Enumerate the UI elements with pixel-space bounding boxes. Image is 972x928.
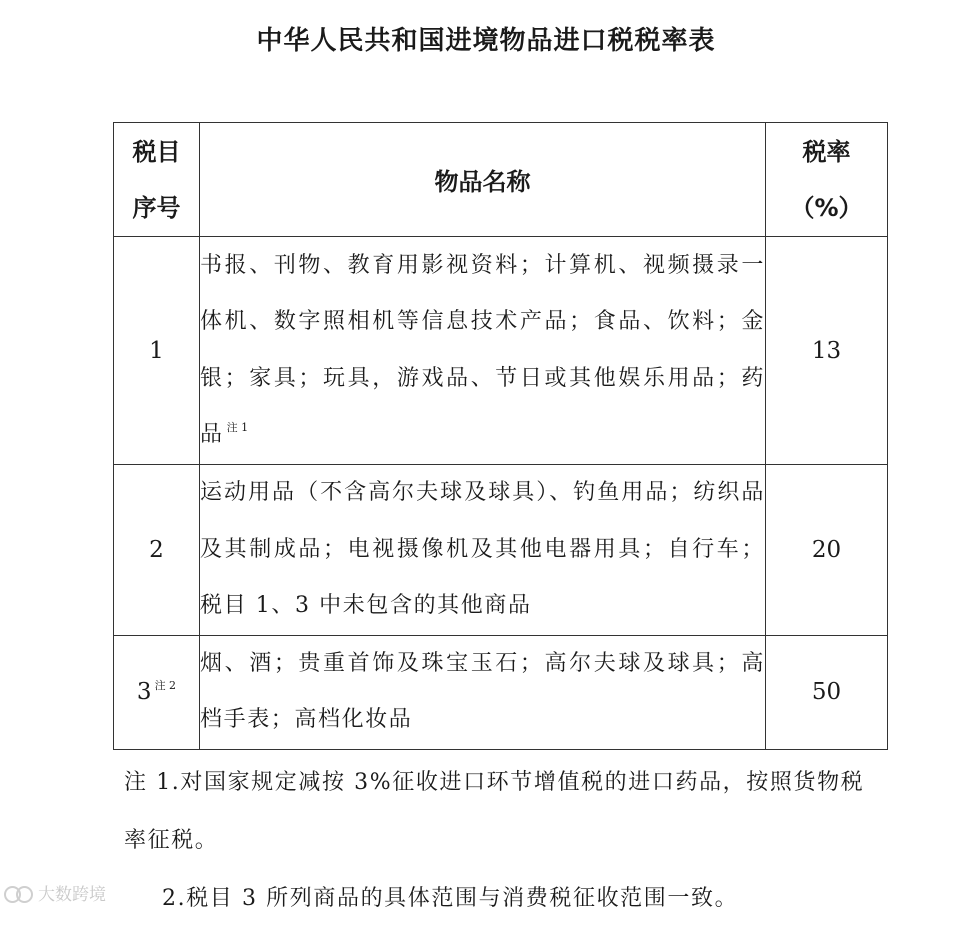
table-row: [114, 635, 888, 749]
footnote-marker: 注 2: [154, 679, 177, 693]
page-title: 中华人民共和国进境物品进口税税率表: [256, 26, 716, 56]
item-name-cell: 烟、酒；贵重首饰及珠宝玉石；高尔夫球及球具；高档手表；高档化妆品: [200, 635, 766, 749]
item-number-cell: 1: [114, 237, 200, 465]
header-item-number: 税目 序号: [114, 123, 200, 237]
item-number-cell: 3 $^{注 2}$: [114, 635, 200, 749]
footnote-marker: 注 1: [226, 421, 249, 435]
item-name-cell: 书报、刊物、教育用影视资料；计算机、视频摄录一体机、数字照相机等信息技术产品；食品、饮料；金银；家具；玩具，游戏品、节日或其他娱乐用品；药品 $^{注 1}$: [200, 237, 766, 465]
table-header-row: [114, 123, 888, 237]
table-row: [114, 465, 888, 636]
tax-rate-cell: 20: [766, 465, 888, 636]
watermark-text: 大数跨境: [38, 885, 106, 905]
header-tax-rate: 税率 （%）: [766, 123, 888, 237]
tax-rate-cell: 13: [766, 237, 888, 465]
footnote-1: 注 1.对国家规定减按 3%征收进口环节增值税的进口药品，按照货物税率征税。: [124, 770, 865, 853]
watermark-logo-icon: [4, 885, 34, 901]
tax-rate-table: [113, 122, 888, 750]
footnote-2: 2.税目 3 所列商品的具体范围与消费税征收范围一致。: [162, 886, 739, 911]
footnotes: [124, 754, 884, 928]
item-name-cell: 运动用品（不含高尔夫球及球具）、钓鱼用品；纺织品及其制成品；电视摄像机及其他电器用具；自行车；税目 1、3 中未包含的其他商品: [200, 465, 766, 636]
item-number-cell: 2: [114, 465, 200, 636]
tax-rate-cell: 50: [766, 635, 888, 749]
header-item-name: 物品名称: [200, 123, 766, 237]
watermark: [4, 880, 106, 905]
table-row: [114, 237, 888, 465]
